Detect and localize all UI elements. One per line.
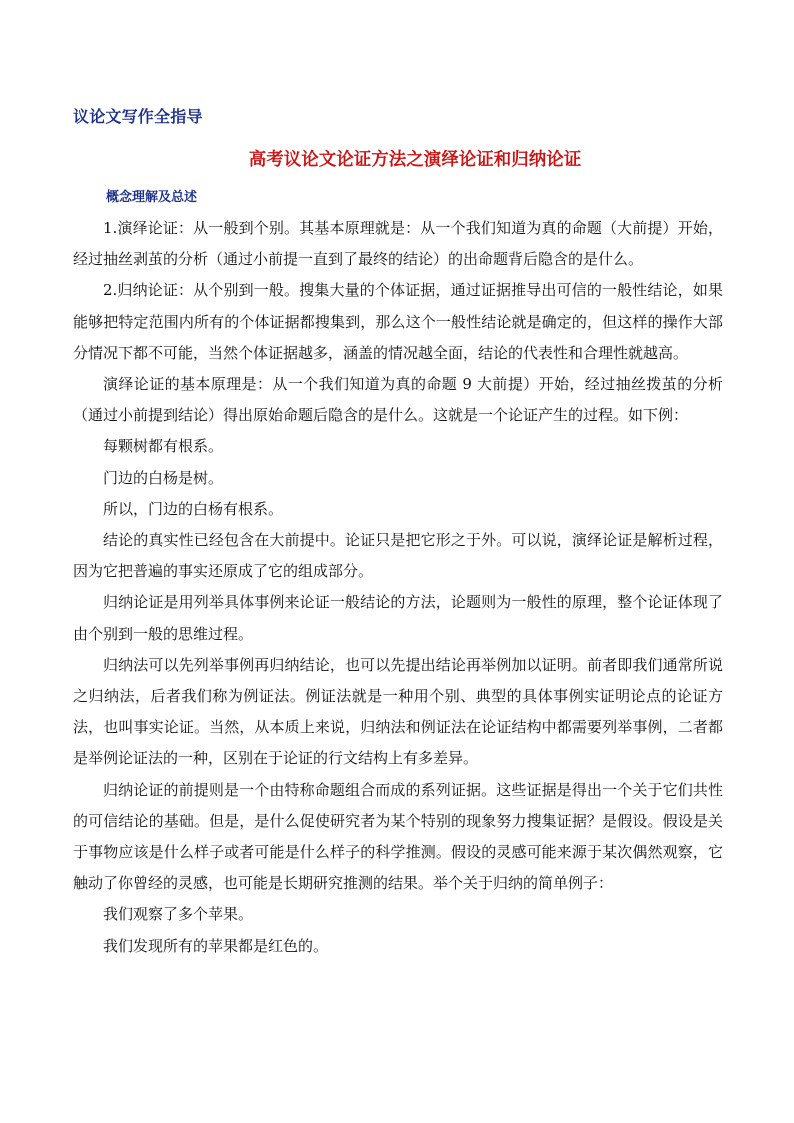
example-line: 我们发现所有的苹果都是红色的。 bbox=[103, 936, 329, 955]
paragraph-deductive-definition: 1.演绎论证：从一般到个别。其基本原理就是：从一个我们知道为真的命题（大前提）开始，经过抽丝剥茧的分析（通过小前提一直到了最终的结论）的出命题背后隐含的是什么。 bbox=[73, 219, 723, 269]
paragraph-inductive-definition: 2.归纳论证：从个别到一般。搜集大量的个体证据，通过证据推导出可信的一般性结论，如果能够把特定范围内所有的个体证据都搜集到，那么这个一般性结论就是确定的，但这样的操作大部分情况下都不可能，当然个体证据越多，涵盖的情况越全面，结论的代表性和合理性就越高。 bbox=[73, 281, 723, 362]
paragraph-induction-example-method: 归纳法可以先列举事例再归纳结论，也可以先提出结论再举例加以证明。前者即我们通常所说之归纳法，后者我们称为例证法。例证法就是一种用个别、典型的具体事例实证明论点的论证方法，也叫事实论证。当然，从本质上来说，归纳法和例证法在论证结构中都需要列举事例，二者都是举例论证法的一种，区别在于论证的行文结构上有多差异。 bbox=[73, 655, 723, 768]
paragraph-conclusion-truth: 结论的真实性已经包含在大前提中。论证只是把它形之于外。可以说，演绎论证是解析过程，因为它把普遍的事实还原成了它的组成部分。 bbox=[73, 531, 723, 581]
example-line: 每颗树都有根系。 bbox=[103, 437, 224, 456]
example-line: 我们观察了多个苹果。 bbox=[103, 905, 254, 924]
paragraph-deductive-principle: 演绎论证的基本原理是：从一个我们知道为真的命题 9 大前提）开始，经过抽丝拨茧的分析（通过小前提到结论）得出原始命题后隐含的是什么。这就是一个论证产生的过程。如下例： bbox=[73, 375, 723, 425]
example-line: 门边的白杨是树。 bbox=[103, 468, 224, 487]
example-line: 所以，门边的白杨有根系。 bbox=[103, 499, 284, 518]
article-title: 高考议论文论证方法之演绎论证和归纳论证 bbox=[248, 150, 582, 170]
paragraph-inductive-method: 归纳论证是用列举具体事例来论证一般结论的方法，论题则为一般性的原理，整个论证体现了由个别到一般的思维过程。 bbox=[73, 593, 723, 643]
paragraph-inductive-premise: 归纳论证的前提则是一个由特称命题组合而成的系列证据。这些证据是得出一个关于它们共性的可信结论的基础。但是，是什么促使研究者为某个特别的现象努力搜集证据？是假设。假设是关于事物应该是什么样子或者可能是什么样子的科学推测。假设的灵感可能来源于某次偶然观察，它触动了你曾经的灵感，也可能是长期研究推测的结果。举个关于归纳的简单例子： bbox=[73, 780, 723, 893]
article-body bbox=[73, 213, 723, 962]
document-header-title: 议论文写作全指导 bbox=[73, 107, 203, 126]
section-heading: 概念理解及总述 bbox=[106, 190, 198, 205]
